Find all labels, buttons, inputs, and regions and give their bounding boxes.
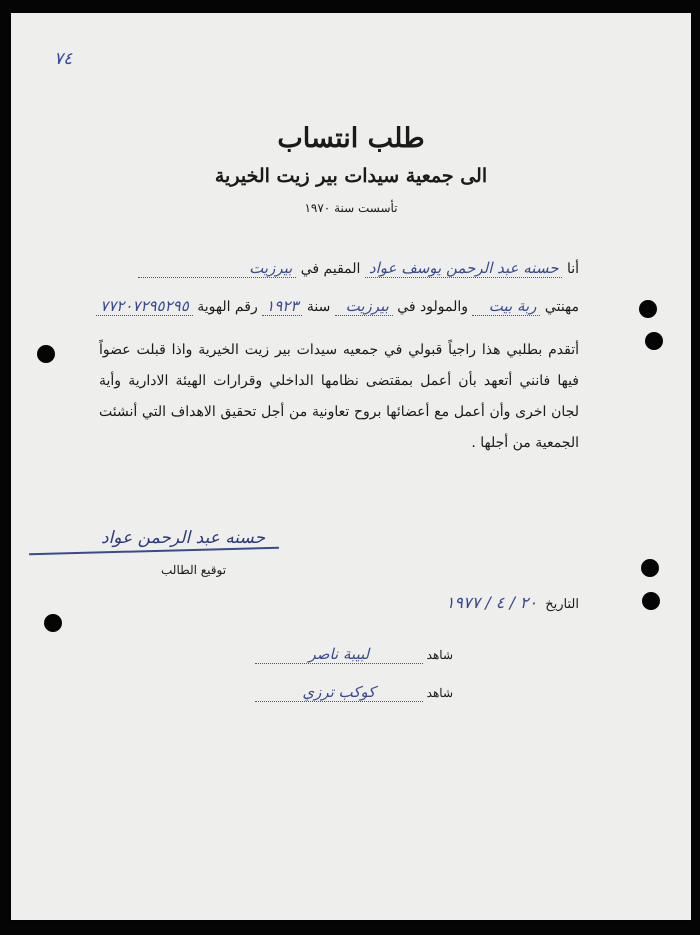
name-line [138, 259, 579, 278]
witness-label: شاهد [426, 648, 453, 662]
punch-hole [639, 300, 657, 318]
date-value: ٢٠ / ٤ / ١٩٧٧ [445, 593, 538, 612]
witness-signature: لبيبة ناصر [255, 645, 423, 664]
year-label: سنة [306, 299, 331, 315]
name-value: حسنه عبد الرحمن يوسف عواد [365, 259, 563, 278]
punch-hole [642, 592, 660, 610]
punch-hole [37, 345, 55, 363]
punch-hole [44, 614, 62, 632]
witness-row [255, 683, 453, 702]
details-line [96, 297, 579, 316]
date-row [442, 593, 579, 612]
witness-row [255, 645, 453, 664]
name-label: أنا [566, 261, 579, 277]
corner-number: ٧٤ [54, 49, 73, 69]
residence-value: بيرزيت [138, 259, 296, 278]
page-title: طلب انتساب [277, 123, 425, 154]
punch-hole [645, 332, 663, 350]
id-label: رقم الهوية [197, 299, 258, 315]
document-page [11, 13, 691, 920]
organization-name: الى جمعية سيدات بير زيت الخيرية [214, 165, 488, 187]
residence-label: المقيم في [300, 261, 361, 277]
punch-hole [641, 559, 659, 577]
born-value: بيرزيت [335, 297, 393, 316]
profession-label: مهنتي [544, 299, 579, 315]
witness-signature: كوكب ترزي [255, 683, 423, 702]
born-label: والمولود في [397, 299, 469, 315]
profession-value: ربة بيت [472, 297, 540, 316]
signature-label: توقيع الطالب [161, 563, 227, 577]
date-label: التاريخ [545, 597, 579, 612]
signature-line [29, 547, 279, 556]
id-value: ٧٧٢٠٧٢٩٥٢٩٥ [96, 297, 193, 316]
year-value: ١٩٢٣ [262, 297, 302, 316]
founded-year: تأسست سنة ١٩٧٠ [304, 201, 398, 215]
witness-label: شاهد [426, 686, 453, 700]
applicant-signature: حسنه عبد الرحمن عواد [101, 528, 266, 548]
pledge-paragraph: أتقدم بطلبي هذا راجياً قبولي في جمعيه سيدات بير زيت الخيرية واذا قبلت عضواً فيها فانني أتعهد بأن أعمل بمقتضى نظامها الداخلي وقرارات الهيئة الادارية وأية لجان اخرى وأن أعمل مع أعضائها بروح تعاونية من أجل تحقيق الاهداف التي أنشئت الجمعية من أجلها . [99, 342, 579, 451]
